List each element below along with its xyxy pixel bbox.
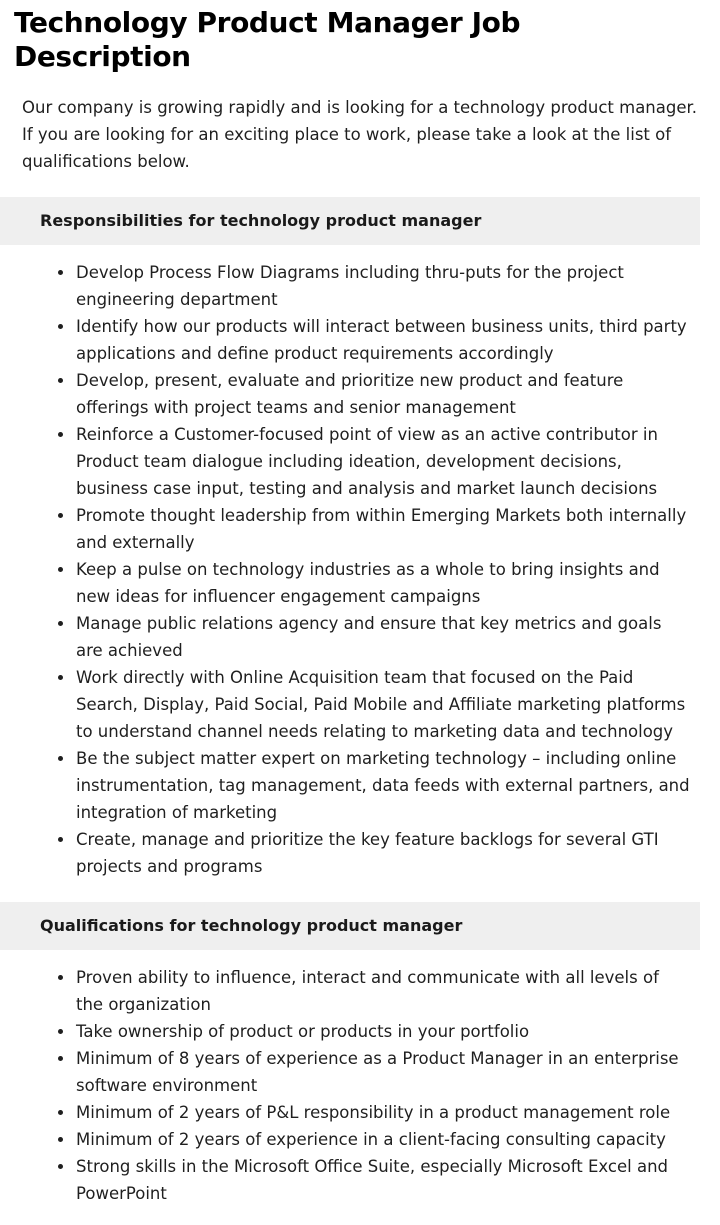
page-title: Technology Product Manager Job Description (14, 6, 521, 73)
list-item: Minimum of 2 years of P&L responsibility in a product management role (58, 1099, 690, 1126)
list-item: Take ownership of product or products in your portfolio (58, 1018, 690, 1045)
list-item: Be the subject matter expert on marketing technology – including online instrumentation, tag management, data feeds with external partners, and integration of marketing (58, 745, 690, 826)
intro-paragraph: Our company is growing rapidly and is looking for a technology product manager. If you are looking for an exciting place to work, please take a look at the list of qualifications below. (22, 98, 698, 171)
bottom-spacer (0, 1207, 720, 1225)
list-item: Strong skills in the Microsoft Office Suite, especially Microsoft Excel and PowerPoint (58, 1153, 690, 1207)
list-item: Keep a pulse on technology industries as a whole to bring insights and new ideas for influencer engagement campaigns (58, 556, 690, 610)
section-header-qualifications: Qualifications for technology product manager (0, 902, 700, 950)
list-item: Develop Process Flow Diagrams including thru-puts for the project engineering department (58, 259, 690, 313)
list-item: Reinforce a Customer-focused point of view as an active contributor in Product team dialogue including ideation, development decisions, business case input, testing and analysis and market launch decisions (58, 421, 690, 502)
responsibilities-list (0, 259, 720, 880)
list-item: Minimum of 2 years of experience in a client-facing consulting capacity (58, 1126, 690, 1153)
list-item: Promote thought leadership from within Emerging Markets both internally and externally (58, 502, 690, 556)
list-item: Work directly with Online Acquisition team that focused on the Paid Search, Display, Paid Social, Paid Mobile and Affiliate marketing platforms to understand channel needs relating to marketing data and technology (58, 664, 690, 745)
list-item: Identify how our products will interact between business units, third party applications and define product requirements accordingly (58, 313, 690, 367)
list-item: Develop, present, evaluate and prioritize new product and feature offerings with project teams and senior management (58, 367, 690, 421)
section-header-responsibilities: Responsibilities for technology product manager (0, 197, 700, 245)
job-description-page (0, 6, 720, 1225)
list-item: Manage public relations agency and ensure that key metrics and goals are achieved (58, 610, 690, 664)
list-item: Minimum of 8 years of experience as a Product Manager in an enterprise software environment (58, 1045, 690, 1099)
qualifications-list (0, 964, 720, 1207)
list-item: Proven ability to influence, interact and communicate with all levels of the organization (58, 964, 690, 1018)
list-item: Create, manage and prioritize the key feature backlogs for several GTI projects and programs (58, 826, 690, 880)
